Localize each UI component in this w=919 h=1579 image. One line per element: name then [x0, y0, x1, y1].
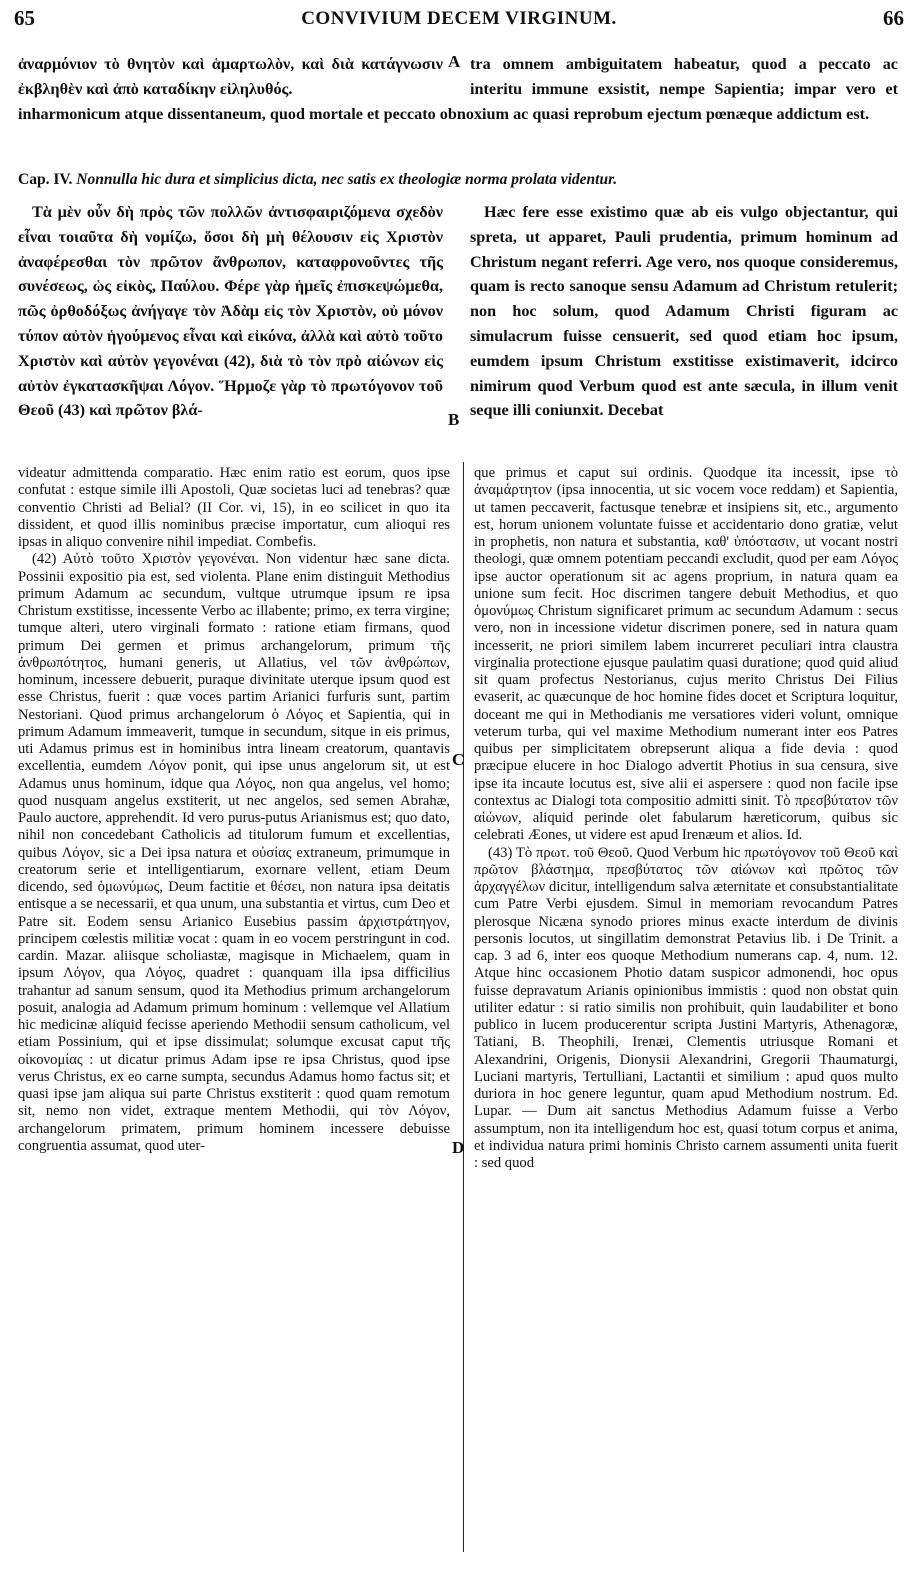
top-greek-text	[18, 52, 443, 102]
chapter-heading	[18, 171, 898, 189]
chapter-label: Cap. IV.	[18, 171, 73, 188]
margin-marker-b: B	[448, 410, 460, 429]
margin-marker-a: A	[448, 52, 461, 71]
column-divider	[463, 462, 464, 1552]
notes-left-column	[18, 465, 450, 1155]
section-greek-text	[18, 200, 443, 423]
running-header	[14, 6, 904, 32]
page-number-right: 66	[883, 6, 904, 30]
top-latin-paragraph: tra omnem ambiguitatem habeatur, quod a peccato ac interitu immune exsistit, nempe Sapientia; impar vero et inharmonicum atque dissentaneum, quod mortale et peccato obnoxium ac quasi reprobum ejectum pœnæque addictum est.	[18, 55, 898, 123]
section-latin-text	[470, 200, 898, 423]
notes-right-column	[474, 465, 898, 1172]
section-greek-paragraph: Τὰ μὲν οὖν δὴ πρὸς τῶν πολλῶν ἀντισφαιριζόμενα σχεδὸν εἶναι τοιαῦτα δὴ νομίζω, ὅσοι δὴ μὴ θέλουσιν εἰς Χριστὸν ἀναφέρεσθαι τὸν πρῶτον ἄνθρωπον, καταφρονοῦντες τῆς συνέσεως, ὡς εἰκὸς, Παύλου. Φέρε γὰρ ἡμεῖς ἐπισκεψώμεθα, πῶς ὀρθοδόξως ἀνήγαγε τὸν Ἀδὰμ εἰς τὸν Χριστὸν, οὐ μόνον τύπον αὐτὸν ἡγούμενος εἶναι καὶ εἰκόνα, ἀλλὰ καὶ αὐτὸ τοῦτο Χριστὸν καὶ αὐτὸν γεγονέναι (42), διὰ τὸ τὸν πρὸ αἰώνων εἰς αὐτὸν ἐγκατασκῆψαι Λόγον. Ἥρμοζε γὰρ τὸ πρωτόγονον τοῦ Θεοῦ (43) καὶ πρῶτον βλά-	[18, 203, 443, 420]
top-greek-paragraph: ἀναρμόνιον τὸ θνητὸν καὶ ἁμαρτωλὸν, καὶ διὰ κατάγνωσιν ἐκβληθὲν καὶ ἀπὸ καταδίκην εἰληλυθός.	[18, 55, 443, 98]
note-43: (43) Τὸ πρωτ. τοῦ Θεοῦ. Quod Verbum hic πρωτόγονον τοῦ Θεοῦ καὶ πρῶτον βλάστημα, πρεσβύτατος τῶν αἰώνων καὶ πρῶτος τῶν ἀρχαγγέλων dicitur, intelligendum salva æternitate et consubstantialitate cum Patre Verbi ejusdem. Simul in memoriam revocandum Patres plerosque Nicæna synodo priores minus exacte interdum de divinis personis locutos, ut singillatim demonstrat Petavius lib. i De Trinit. a cap. 3 ad 6, inter eos quoque Methodium numerans cap. 4, num. 12. Atque hinc occasionem Photio datam suspicor admonendi, hoc opus fuisse depravatum Arianis opinionibus immistis : quod non obstat quin utiliter edatur : si ratio similis non prohibuit, quin laudabiliter et bono publico in lucem producerentur scripta Justini Martyris, Athenagoræ, Tatiani, B. Theophili, Irenæi, Clementis utriusque Romani et Alexandrini, Origenis, Dionysii Alexandrini, Gregorii Thaumaturgi, Luciani martyris, Tertulliani, Lactantii et similium : apud quos multo duriora in hoc genere leguntur, quam apud Methodium nostrum. Ed. Lupar. — Dum ait sanctus Methodius Adamum fuisse a Verbo assumptum, non ita intelligendum hoc est, quasi totum corpus et anima, et individua natura primi hominis Christo carnem assumenti unita fuerit : sed quod	[474, 844, 898, 1171]
running-title: CONVIVIUM DECEM VIRGINUM.	[301, 8, 617, 29]
note-42: (42) Αὐτὸ τοῦτο Χριστὸν γεγονέναι. Non videntur hæc sane dicta. Possinii expositio pia est, sed violenta. Plane enim distinguit Methodius primum Adamum ac secundum, vultque utrumque ipsum re ipsa Christum exstitisse, incessente Verbo ac illabente; primo, ex terra virgine; tumque alteri, utero virginali formato : ratione etiam firmans, quod primum Dei germen et primus archangelorum, primum τῆς ἀνθρωπότητος, humani generis, ut Allatius, vel τῶν ἀνθρώπων, hominum, incessere debuerit, puraque divinitate uterque ipsum quod est esse Christus, fuerit : quæ voces partim Arianici furfuris sunt, partim Nestoriani. Quod primus archangelorum ὁ Λόγος et Sapientia, qui in primum Adamum immeaverit, tumque in secundum, sitque in eis primus, uti Adamus primus est in hominibus intra lineam creatorum, quantavis excellentia, eumdem Λόγον ponit, qui ipse unus angelorum sit, ut est Adamus unus hominum, idque qua Λόγος, non qua angelus, vel homo; quod nusquam angelus exstiterit, ut nec angelos, sed semen Abrahæ, Paulo auctore, apprehendit. Id vero purus-putus Arianismus est; quo dato, nihil non concedebant Catholicis ad titulorum fumum et excellentias, quibus Λόγον, sic a Dei ipsa natura et οὐσίας extraneum, primumque in creatorum serie et intelligentiarum, exornare vellent, etiam Deum dicendo, sed ὁμωνύμως, Deum factitie et θέσει, non natura ipsa deitatis entisque a se necessarii, et qua unum, una substantia et virtus, cum Deo et Patre sit. Eodem sensu Arianico Eusebius passim ἀρχιστράτηγον, principem cœlestis militiæ vocat : quam in eo vocem perstringunt in cod. cardin. Mazar. aliisque scholiastæ, magisque in Michaelem, quam in ipsum Λόγον, qua Λόγος, quadret : quanquam illa ipsa difficilius trahantur ad sanum sensum, quod ita Methodius primum archangelorum posuit, analogia ad Adamum primum hominum : vellemque vel Allatium hic medicinæ aliquid fecisse aperiendo Methodii sensum catholicum, vel etiam Possinium, qui et ipse dissimulat; solumque excusat caput τῆς οἰκονομίας : ut dicatur primus Adam ipse re ipsa Christus, quod ipse verus Christus, ex eo carne sumpta, secundus Adamus homo factus sit; et quasi ipse jam aliqua sui parte Christus exstiterit : quod quam remotum sit, nemo non videt, extraque mentem Methodii, qui τὸν Λόγον, archangelorum primatem, primum hominem incessere debuisse congruentia assumat, quod uter-	[18, 551, 450, 1154]
note-right-continuation: que primus et caput sui ordinis. Quodque ita incessit, ipse τὸ ἀναμάρτητον (ipsa innocentia, ut sic vocem voce reddam) et Sapientia, ut tamen peccaverit, factusque tenebræ et insipiens sit, etc., argumento est, horum unionem voluntate fuisse et accidentario dono gratiæ, velut in prophetis, non natura et substantia, καθ' ὑπόστασιν, ut vocant nostri theologi, quæ omnem potentiam peccandi excludit, quod per eam Λόγος ipse auctor operationum sit ac agens proprium, in natura quam ea unione sum fecit. Hoc discrimen tangere debuit Methodius, et quo ὁμονύμως Christum significaret primum ac secundum Adamum : secus vero, non in incessione videtur discrimen ponere, sed in natura quam incesserit, ne priori similem labem incurreret peculiari intra claustra virginalia protectione ejusque paulatim quasi duratione; quod quid aliud sit quam profectus Nestorianus, cujus merito Christus Dei Filius evaserit, ac quæcunque de hoc homine fides docet et Scriptura loquitur, doceant me qui in Methodianis me versatiores videri volunt, omnique veterum turba, qui vel maxime Methodium numerant inter eos Patres quibus per simplicitatem obrepserunt aliqua a fide devia : quod præcipue elucere in hoc Dialogo advertit Photius in sua censura, sive ipse ita incaute locutus est, sive alii ei aspersere : quod non facile ipse contextus ac Dialogi tota compositio admitti sinit. Τὸ πρεσβύτατον τῶν αἰώνων, aliquid perinde olet fabularum hæreticorum, quibus sic celebrati Æones, ut videre est apud Irenæum et alios. Id.	[474, 465, 898, 844]
margin-marker-c: C	[452, 750, 465, 769]
margin-marker-d: D	[452, 1138, 465, 1157]
note-left-continuation: videatur admittenda comparatio. Hæc enim ratio est eorum, quos ipse confutat : estque simile illi Apostoli, Quæ societas luci ad tenebras? quæ conventio Christi ad Belial? (II Cor. vi, 15), in eo scilicet in quo ita dissident, et quod illis nominibus præcise importatur, cum alioqui res ipsas in aliquo convenire nihil impediat. Combefis.	[18, 465, 450, 550]
section-latin-paragraph: Hæc fere esse existimo quæ ab eis vulgo objectantur, qui spreta, ut apparet, Pauli prudentia, primum hominum ad Christum negant referri. Age vero, nos quoque consideremus, quam is recto sanoque sensu Adamum ad Christum retulerit; non hoc solum, quod Adamum Christi figuram ac simulacrum fuisse censuerit, sed quod etiam hoc ipsum, eumdem ipsum Christum exstitisse existimaverit, idcirco nimirum quod Verbum quod est ante sæcula, in illum venit seque illi coniunxit. Decebat	[470, 203, 898, 420]
page-number-left: 65	[14, 6, 35, 30]
chapter-summary: Nonnulla hic dura et simplicius dicta, nec satis ex theologiæ norma prolata videntur.	[76, 171, 618, 188]
